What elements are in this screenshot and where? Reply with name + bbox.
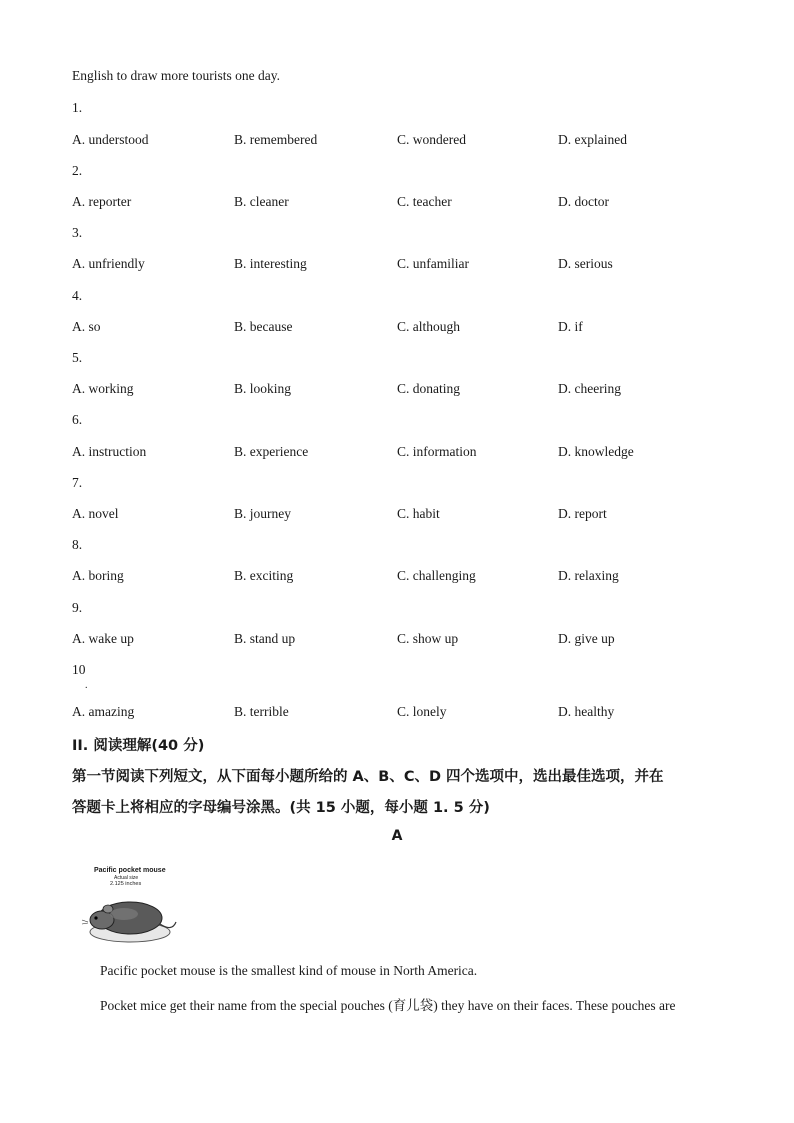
option-d: D. relaxing	[558, 568, 619, 583]
question-number: 8.	[72, 537, 83, 552]
question-number: 2.	[72, 163, 83, 178]
question-number: 5.	[72, 350, 83, 365]
option-a: A. understood	[72, 132, 149, 147]
option-a: A. unfriendly	[72, 256, 145, 271]
question-number: 9.	[72, 600, 83, 615]
option-a: A. so	[72, 319, 101, 334]
question-number: 1.	[72, 100, 83, 115]
intro-line: English to draw more tourists one day.	[72, 68, 280, 83]
question-number: 10	[72, 662, 86, 677]
passage-letter: A	[391, 828, 403, 844]
option-b: B. interesting	[234, 256, 307, 271]
section-heading: II. 阅读理解(40 分)	[72, 738, 205, 754]
option-d: D. report	[558, 506, 607, 521]
option-c: C. show up	[397, 631, 459, 646]
option-a: A. reporter	[72, 194, 132, 209]
question-number: 7.	[72, 475, 83, 490]
option-c: C. lonely	[397, 704, 447, 719]
option-c: C. information	[397, 444, 477, 459]
option-d: D. explained	[558, 132, 627, 147]
option-d: D. doctor	[558, 194, 609, 209]
option-c: C. habit	[397, 506, 440, 521]
option-b: B. terrible	[234, 704, 289, 719]
option-a: A. boring	[72, 568, 124, 583]
mouse-figure	[80, 862, 180, 946]
option-b: B. stand up	[234, 631, 296, 646]
option-b: B. because	[234, 319, 293, 334]
section-instruction-line2: 答题卡上将相应的字母编号涂黑。(共 15 小题，每小题 1. 5 分)	[72, 800, 490, 816]
option-c: C. challenging	[397, 568, 476, 583]
option-d: D. serious	[558, 256, 613, 271]
passage-paragraph-2: Pocket mice get their name from the special pouches (育儿袋) they have on their faces. These pouches are	[100, 998, 676, 1013]
question-number: 6.	[72, 412, 83, 427]
section-instruction-line1: 第一节阅读下列短文，从下面每小题所给的 A、B、C、D 四个选项中，选出最佳选项，并在	[72, 769, 664, 785]
option-a: A. wake up	[72, 631, 134, 646]
option-a: A. amazing	[72, 704, 135, 719]
question-number: 4.	[72, 288, 83, 303]
option-b: B. cleaner	[234, 194, 289, 209]
option-c: C. teacher	[397, 194, 452, 209]
question-10-dot: .	[85, 680, 88, 691]
option-b: B. remembered	[234, 132, 318, 147]
option-c: C. although	[397, 319, 460, 334]
option-a: A. novel	[72, 506, 119, 521]
option-d: D. give up	[558, 631, 615, 646]
option-b: B. exciting	[234, 568, 294, 583]
option-c: C. unfamiliar	[397, 256, 469, 271]
option-c: C. donating	[397, 381, 460, 396]
option-d: D. knowledge	[558, 444, 634, 459]
question-number: 3.	[72, 225, 83, 240]
option-d: D. if	[558, 319, 583, 334]
figure-size: 2.125 inches	[110, 881, 142, 887]
option-d: D. healthy	[558, 704, 615, 719]
option-a: A. working	[72, 381, 134, 396]
option-a: A. instruction	[72, 444, 147, 459]
option-b: B. looking	[234, 381, 292, 396]
figure-subtitle: Actual size	[114, 875, 139, 881]
option-d: D. cheering	[558, 381, 621, 396]
figure-title: Pacific pocket mouse	[94, 867, 166, 874]
option-b: B. journey	[234, 506, 291, 521]
option-c: C. wondered	[397, 132, 466, 147]
passage-paragraph-1: Pacific pocket mouse is the smallest kind of mouse in North America.	[100, 963, 478, 978]
option-b: B. experience	[234, 444, 309, 459]
